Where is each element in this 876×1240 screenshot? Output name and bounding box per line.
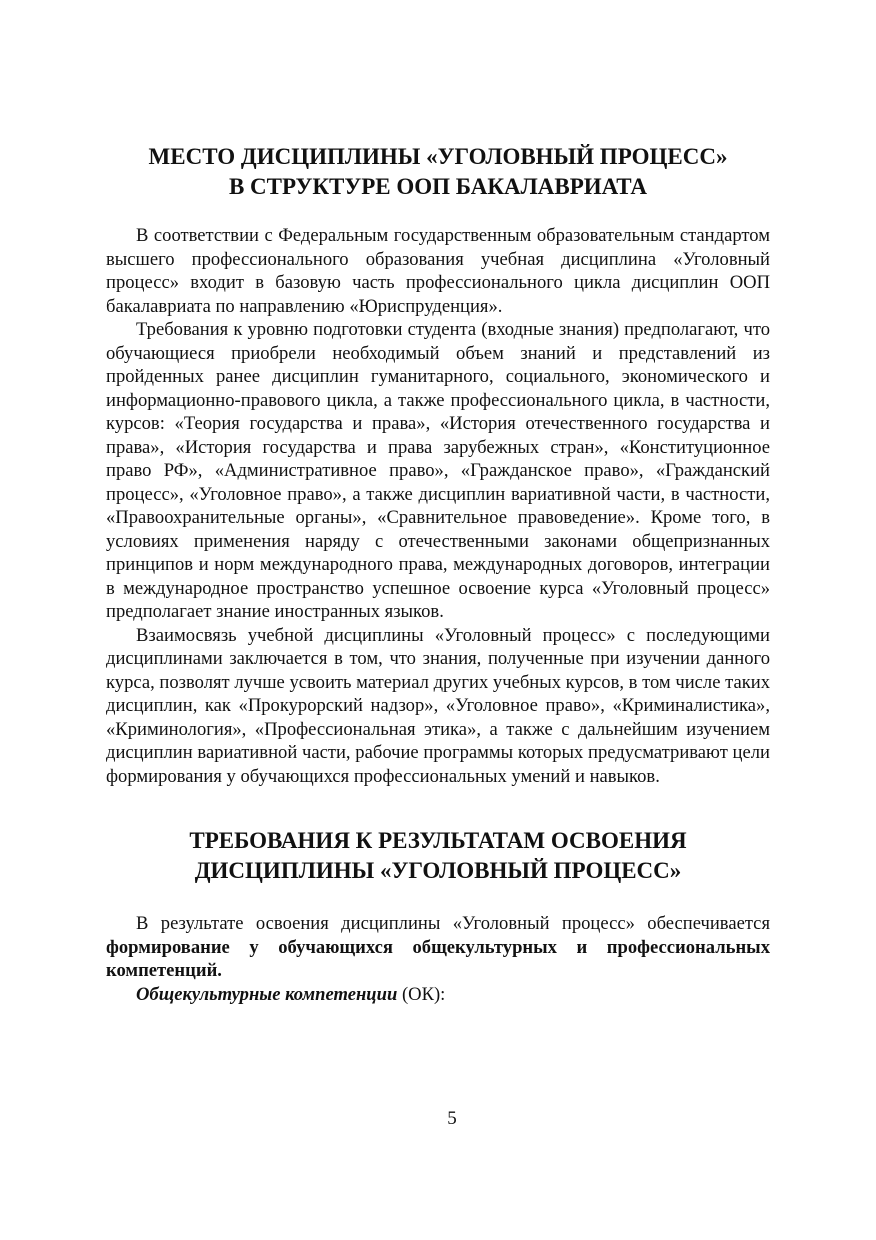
heading-line: В СТРУКТУРЕ ООП БАКАЛАВРИАТА [228, 174, 648, 199]
heading-line: ТРЕБОВАНИЯ К РЕЗУЛЬТАТАМ ОСВОЕНИЯ [189, 828, 687, 853]
heading-line: ДИСЦИПЛИНЫ «УГОЛОВНЫЙ ПРОЦЕСС» [194, 858, 682, 883]
paragraph-text: (ОК): [397, 983, 446, 1005]
paragraph: Взаимосвязь учебной дисциплины «Уголовный процесс» с последующими дисциплинами заключается в том, что знания, полученные при изучении данного курса, позволят лучше усвоить материал других учебных курсов, в том числе таких дисциплин, как «Прокурорский надзор», «Уголовное право», «Криминалистика», «Криминология», «Профессиональная этика», а также с дальнейшим изучением дисциплин вариативной части, рабочие программы которых предусматривают цели формирования у обучающихся профессиональных умений и навыков. [106, 624, 770, 787]
paragraph [106, 983, 770, 1007]
paragraph [106, 912, 770, 983]
heading-line: МЕСТО ДИСЦИПЛИНЫ «УГОЛОВНЫЙ ПРОЦЕСС» [148, 144, 728, 169]
paragraph: В соответствии с Федеральным государственным образовательным стандартом высшего профессионального образования учебная дисциплина «Уголовный процесс» входит в базовую часть профессионального цикла дисциплин ООП бакалавриата по направлению «Юриспруденция». [106, 225, 770, 317]
section-heading-requirements [106, 826, 770, 886]
section-heading-discipline-place [106, 142, 770, 202]
bold-phrase: формирование у обучающихся общекультурных и профессиональных компетенций. [106, 936, 770, 981]
page-number: 5 [447, 1108, 457, 1129]
paragraph-text: В результате освоения дисциплины «Уголовный процесс» обеспечивается [136, 913, 770, 934]
competence-term: Общекультурные компетенции [136, 983, 398, 1005]
paragraph: Требования к уровню подготовки студента (входные знания) предполагают, что обучающиеся приобрели необходимый объем знаний и представлений из пройденных ранее дисциплин гуманитарного, социального, экономического и информационно-правового цикла, а также профессионального цикла, в частности, курсов: «Теория государства и права», «История отечественного государства и права», «История государства и права зарубежных стран», «Конституционное право РФ», «Административное право», «Гражданское право», «Гражданский процесс», «Уголовное право», а также дисциплин вариативной части, в частности, «Правоохранительные органы», «Сравнительное правоведение». Кроме того, в условиях применения наряду с отечественными законами общепризнанных принципов и норм международного права, международных договоров, интеграции в международное пространство успешное освоение курса «Уголовный процесс» предполагает знание иностранных языков. [106, 319, 770, 622]
page-content [106, 142, 770, 1006]
